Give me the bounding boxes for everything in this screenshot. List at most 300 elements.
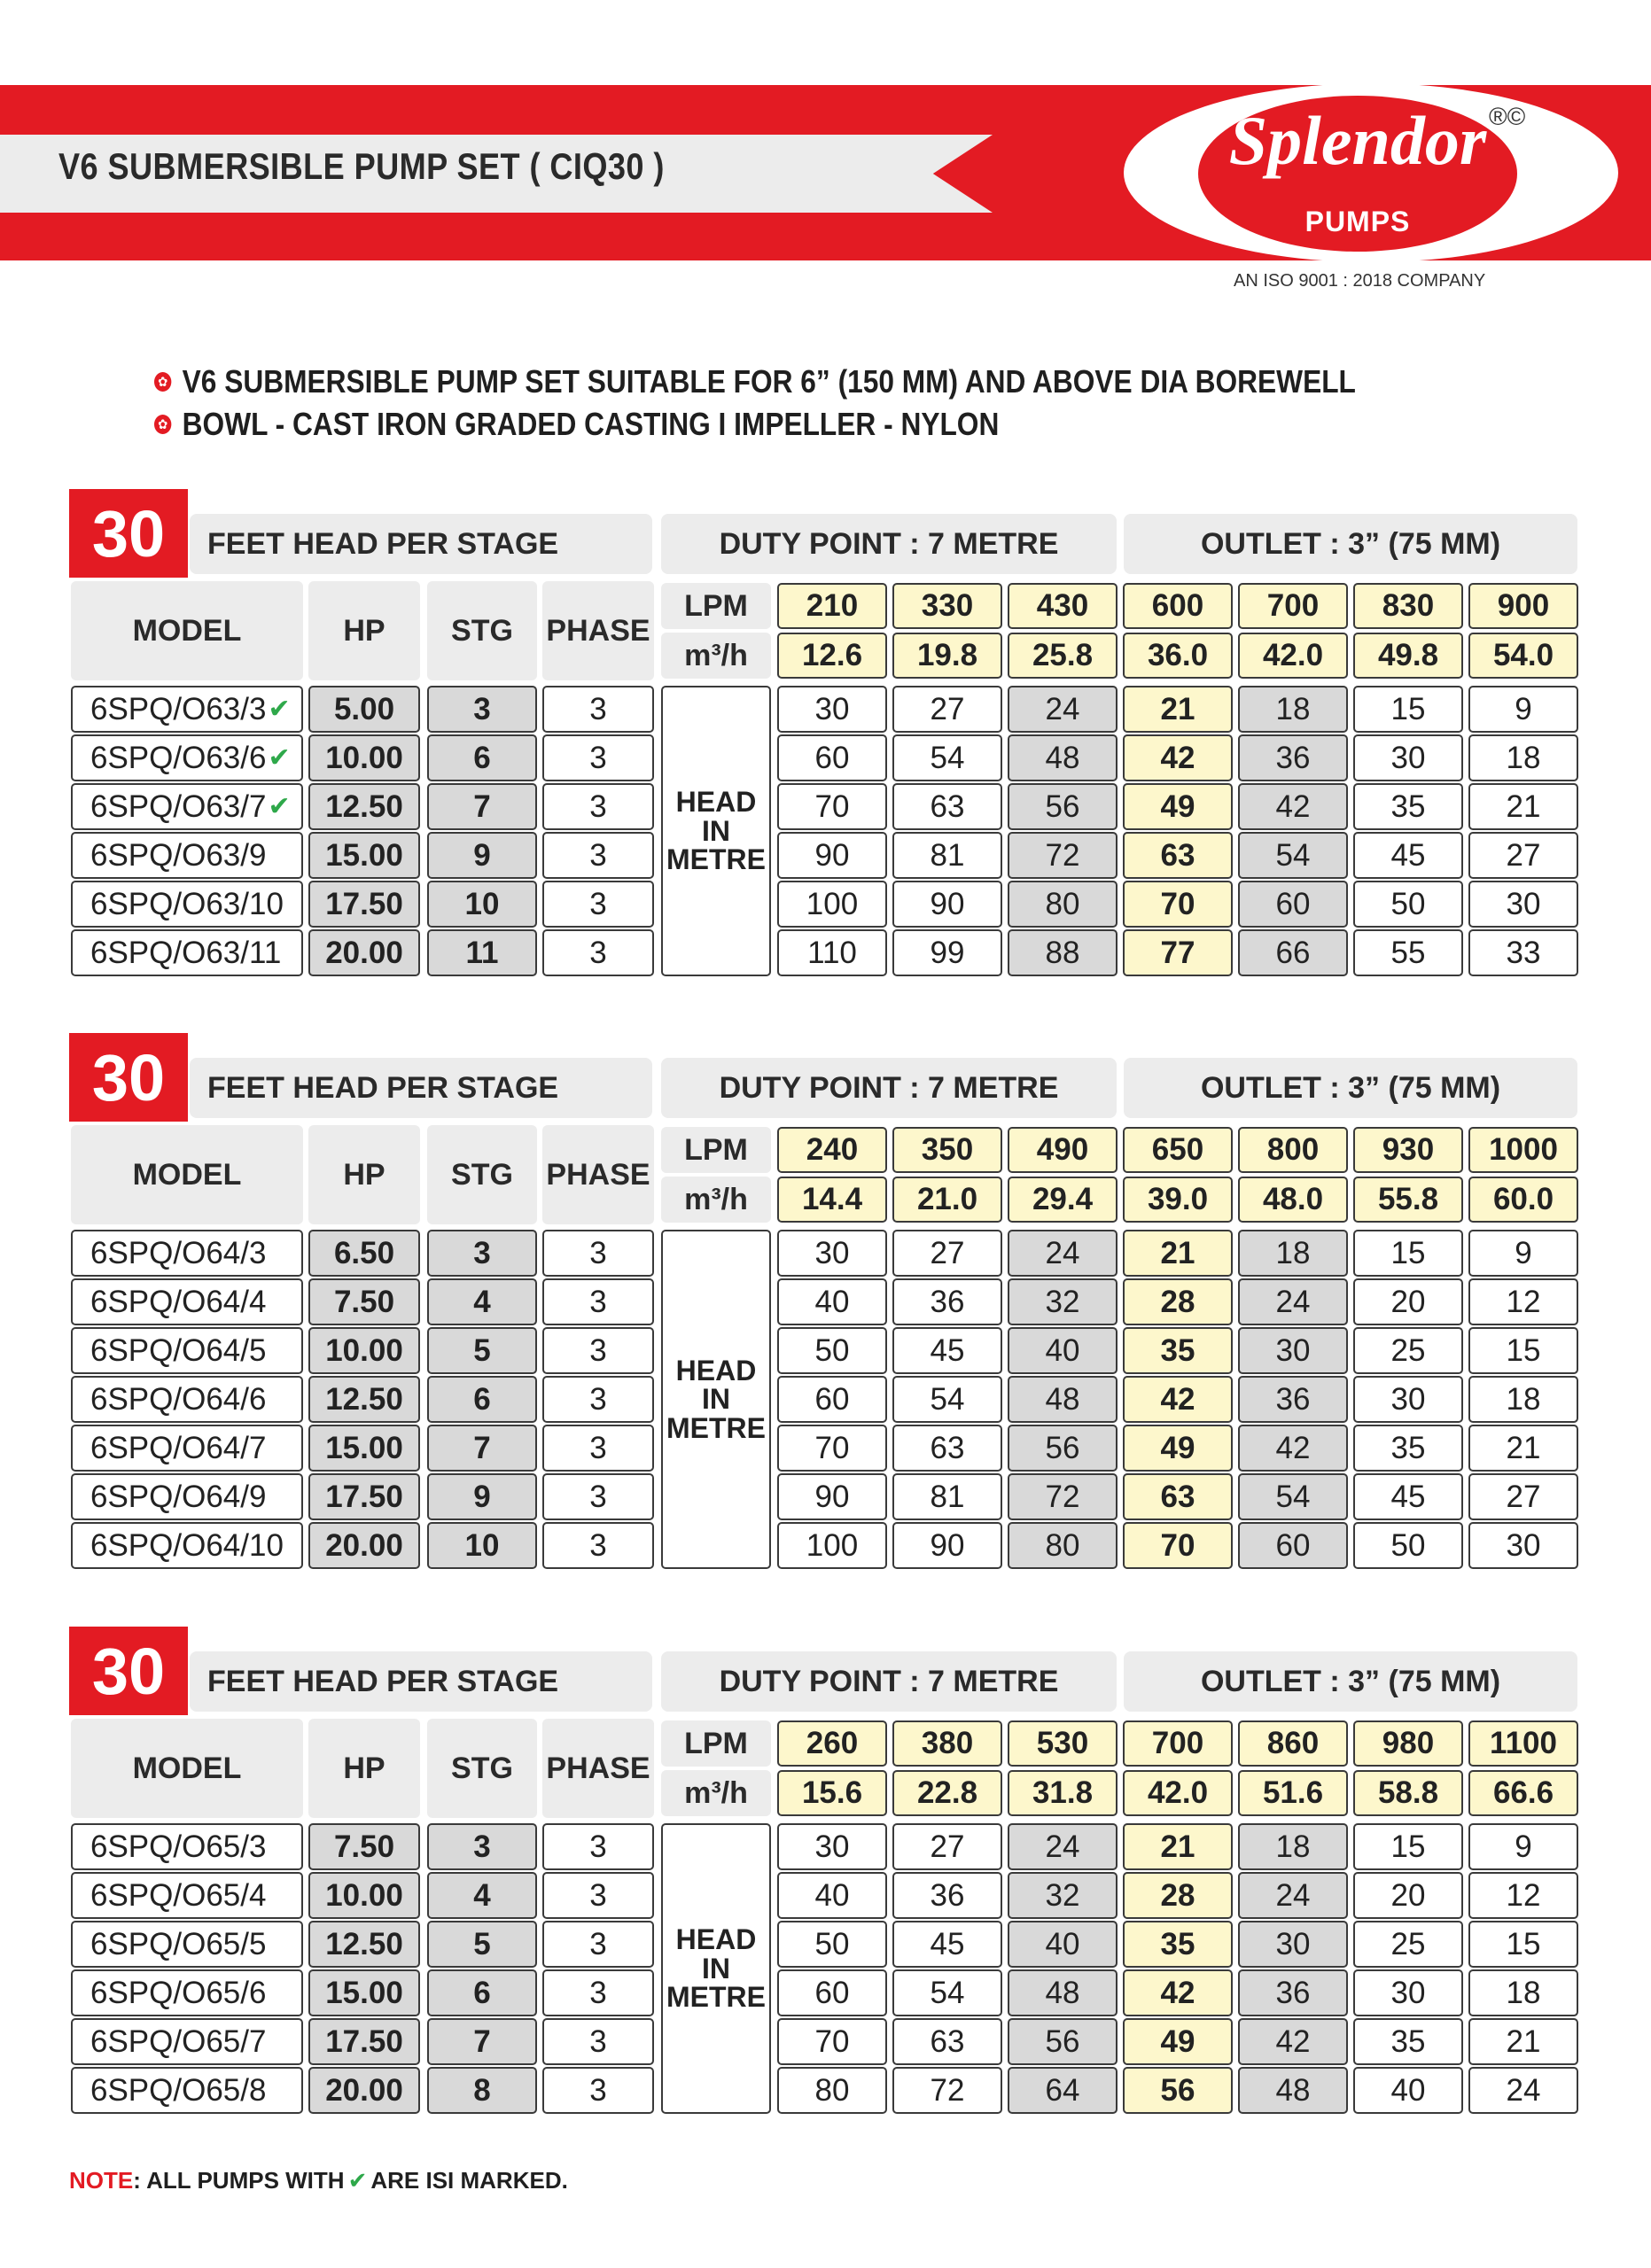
check-icon: ✔ — [347, 2167, 368, 2194]
model-cell — [71, 1921, 303, 1968]
m3h-value: 55.8 — [1353, 1177, 1463, 1223]
hp-cell: 20.00 — [308, 929, 420, 976]
duty-point-label — [661, 514, 1117, 574]
head-in-metre-label — [661, 1823, 771, 2114]
lpm-value: 330 — [892, 583, 1002, 629]
stg-cell: 7 — [427, 1425, 537, 1472]
head-value-cell: 72 — [1008, 1473, 1118, 1520]
head-value-cell: 70 — [1123, 881, 1233, 928]
m3h-value: 48.0 — [1238, 1177, 1348, 1223]
lpm-value: 650 — [1123, 1127, 1233, 1173]
head-value-cell: 48 — [1008, 1969, 1118, 2016]
head-value-cell: 18 — [1238, 686, 1348, 733]
head-label-line: IN — [702, 814, 730, 847]
brand-logo-text: Splendor — [1228, 102, 1487, 179]
head-value-cell: 100 — [777, 1522, 887, 1569]
m3h-value: 42.0 — [1238, 633, 1348, 679]
head-value-cell: 15 — [1468, 1921, 1578, 1968]
phase-cell: 3 — [542, 1823, 654, 1870]
head-value-cell: 45 — [892, 1921, 1002, 1968]
model-cell — [71, 929, 303, 976]
head-value-cell: 40 — [1008, 1327, 1118, 1374]
head-value-cell: 30 — [1353, 1969, 1463, 2016]
phase-cell: 3 — [542, 881, 654, 928]
model-name: 6SPQ/O64/10 — [90, 1527, 284, 1563]
head-value-cell: 30 — [777, 1823, 887, 1870]
m3h-value: 54.0 — [1468, 633, 1578, 679]
head-label-line: HEAD — [675, 1923, 757, 1956]
head-value-cell: 54 — [892, 1969, 1002, 2016]
stg-cell: 7 — [427, 2018, 537, 2065]
head-value-cell: 66 — [1238, 929, 1348, 976]
head-value-cell: 40 — [777, 1872, 887, 1919]
head-in-metre-label — [661, 1230, 771, 1569]
head-value-cell: 25 — [1353, 1921, 1463, 1968]
head-value-cell: 50 — [1353, 881, 1463, 928]
head-value-cell: 15 — [1468, 1327, 1578, 1374]
head-value-cell: 80 — [777, 2067, 887, 2114]
model-name: 6SPQ/O65/4 — [90, 1877, 267, 1913]
lpm-value: 260 — [777, 1720, 887, 1767]
outlet-text: OUTLET : 3” (75 MM) — [1200, 1664, 1501, 1698]
feet-head-text: FEET HEAD PER STAGE — [207, 1664, 559, 1698]
column-header-phase: PHASE — [542, 1719, 654, 1818]
m3h-value: 60.0 — [1468, 1177, 1578, 1223]
lpm-value: 1000 — [1468, 1127, 1578, 1173]
head-value-cell: 9 — [1468, 1823, 1578, 1870]
model-name: 6SPQ/O64/9 — [90, 1479, 267, 1514]
phase-cell: 3 — [542, 2018, 654, 2065]
m3h-value: 66.6 — [1468, 1770, 1578, 1816]
hp-cell: 10.00 — [308, 734, 420, 781]
model-name: 6SPQ/O65/6 — [90, 1975, 267, 2010]
column-header-stg: STG — [427, 1719, 537, 1818]
phase-cell: 3 — [542, 1473, 654, 1520]
head-value-cell: 25 — [1353, 1327, 1463, 1374]
m3h-value: 25.8 — [1008, 633, 1118, 679]
model-name: 6SPQ/O63/3 — [90, 691, 267, 726]
hp-cell: 15.00 — [308, 1425, 420, 1472]
lpm-value: 430 — [1008, 583, 1118, 629]
head-value-cell: 56 — [1008, 2018, 1118, 2065]
model-cell — [71, 1969, 303, 2016]
lpm-value: 1100 — [1468, 1720, 1578, 1767]
phase-cell: 3 — [542, 1872, 654, 1919]
model-name: 6SPQ/O65/3 — [90, 1829, 267, 1864]
column-header-hp: HP — [308, 1719, 420, 1818]
lpm-value: 240 — [777, 1127, 887, 1173]
head-value-cell: 60 — [777, 1376, 887, 1423]
head-value-cell: 35 — [1353, 2018, 1463, 2065]
head-label-line: METRE — [666, 843, 766, 876]
head-value-cell: 54 — [892, 1376, 1002, 1423]
hp-cell: 20.00 — [308, 2067, 420, 2114]
lpm-value: 530 — [1008, 1720, 1118, 1767]
stg-cell: 10 — [427, 1522, 537, 1569]
head-label-line: IN — [702, 1383, 730, 1416]
model-cell — [71, 2067, 303, 2114]
column-header-model: MODEL — [71, 581, 303, 680]
head-value-cell: 45 — [1353, 1473, 1463, 1520]
m3h-value: 14.4 — [777, 1177, 887, 1223]
head-value-cell: 21 — [1468, 1425, 1578, 1472]
m3h-value: 51.6 — [1238, 1770, 1348, 1816]
model-cell — [71, 881, 303, 928]
head-value-cell: 49 — [1123, 1425, 1233, 1472]
stg-cell: 8 — [427, 2067, 537, 2114]
head-value-cell: 18 — [1468, 1376, 1578, 1423]
column-header-lpm: LPM — [661, 1127, 771, 1173]
duty-point-text: DUTY POINT : 7 METRE — [719, 1664, 1059, 1698]
head-label-line: HEAD — [675, 1354, 757, 1386]
model-name: 6SPQ/O65/8 — [90, 2072, 267, 2108]
head-value-cell: 9 — [1468, 1230, 1578, 1277]
model-cell — [71, 832, 303, 879]
head-value-cell: 21 — [1123, 1823, 1233, 1870]
m3h-value: 21.0 — [892, 1177, 1002, 1223]
model-name: 6SPQ/O64/6 — [90, 1381, 267, 1417]
phase-cell: 3 — [542, 2067, 654, 2114]
stg-cell: 9 — [427, 832, 537, 879]
head-value-cell: 100 — [777, 881, 887, 928]
hp-cell: 12.50 — [308, 1376, 420, 1423]
stage-badge: 30 — [69, 1627, 188, 1715]
lpm-value: 700 — [1123, 1720, 1233, 1767]
head-value-cell: 21 — [1468, 2018, 1578, 2065]
duty-point-text: DUTY POINT : 7 METRE — [719, 526, 1059, 561]
model-name: 6SPQ/O63/6 — [90, 740, 267, 775]
head-value-cell: 72 — [1008, 832, 1118, 879]
phase-cell: 3 — [542, 1522, 654, 1569]
outlet-label — [1124, 1651, 1577, 1712]
head-value-cell: 21 — [1123, 686, 1233, 733]
head-value-cell: 27 — [892, 1230, 1002, 1277]
hp-cell: 17.50 — [308, 1473, 420, 1520]
head-value-cell: 49 — [1123, 2018, 1233, 2065]
head-value-cell: 27 — [1468, 1473, 1578, 1520]
head-value-cell: 18 — [1238, 1823, 1348, 1870]
head-label-line: IN — [702, 1952, 730, 1984]
head-value-cell: 63 — [1123, 832, 1233, 879]
head-value-cell: 42 — [1123, 1969, 1233, 2016]
head-value-cell: 70 — [777, 1425, 887, 1472]
hp-cell: 15.00 — [308, 832, 420, 879]
phase-cell: 3 — [542, 1921, 654, 1968]
model-name: 6SPQ/O63/7 — [90, 788, 267, 824]
m3h-value: 31.8 — [1008, 1770, 1118, 1816]
lpm-value: 700 — [1238, 583, 1348, 629]
model-name: 6SPQ/O64/3 — [90, 1235, 267, 1270]
lpm-value: 380 — [892, 1720, 1002, 1767]
feet-head-text: FEET HEAD PER STAGE — [207, 1070, 559, 1105]
phase-cell: 3 — [542, 734, 654, 781]
head-value-cell: 30 — [1353, 1376, 1463, 1423]
head-value-cell: 15 — [1353, 1823, 1463, 1870]
head-value-cell: 20 — [1353, 1872, 1463, 1919]
phase-cell: 3 — [542, 686, 654, 733]
head-value-cell: 24 — [1008, 1823, 1118, 1870]
stg-cell: 3 — [427, 1230, 537, 1277]
head-value-cell: 18 — [1468, 734, 1578, 781]
column-header-phase: PHASE — [542, 1125, 654, 1224]
head-value-cell: 30 — [1468, 1522, 1578, 1569]
bullet-icon: ✿ — [154, 415, 171, 434]
column-header-m3h: m³/h — [661, 1177, 771, 1223]
stage-badge: 30 — [69, 489, 188, 578]
lpm-value: 600 — [1123, 583, 1233, 629]
head-value-cell: 49 — [1123, 783, 1233, 830]
phase-cell: 3 — [542, 1327, 654, 1374]
model-name: 6SPQ/O64/4 — [90, 1284, 267, 1319]
head-value-cell: 88 — [1008, 929, 1118, 976]
head-value-cell: 77 — [1123, 929, 1233, 976]
head-value-cell: 36 — [1238, 1969, 1348, 2016]
head-value-cell: 27 — [1468, 832, 1578, 879]
hp-cell: 6.50 — [308, 1230, 420, 1277]
column-header-stg: STG — [427, 581, 537, 680]
head-value-cell: 63 — [892, 1425, 1002, 1472]
head-value-cell: 24 — [1468, 2067, 1578, 2114]
page-title: V6 SUBMERSIBLE PUMP SET ( CIQ30 ) — [58, 145, 665, 187]
feature-text: V6 SUBMERSIBLE PUMP SET SUITABLE FOR 6” (150 MM) AND ABOVE DIA BOREWELL — [182, 363, 1356, 400]
stg-cell: 3 — [427, 686, 537, 733]
phase-cell: 3 — [542, 783, 654, 830]
head-value-cell: 36 — [1238, 1376, 1348, 1423]
hp-cell: 7.50 — [308, 1823, 420, 1870]
m3h-value: 15.6 — [777, 1770, 887, 1816]
isi-check-icon: ✔ — [268, 743, 291, 773]
model-cell — [71, 1376, 303, 1423]
isi-check-icon: ✔ — [268, 695, 291, 724]
stg-cell: 10 — [427, 881, 537, 928]
model-cell — [71, 1425, 303, 1472]
lpm-value: 860 — [1238, 1720, 1348, 1767]
hp-cell: 15.00 — [308, 1969, 420, 2016]
m3h-value: 19.8 — [892, 633, 1002, 679]
column-header-model: MODEL — [71, 1125, 303, 1224]
hp-cell: 17.50 — [308, 881, 420, 928]
head-value-cell: 36 — [892, 1278, 1002, 1325]
model-cell — [71, 1872, 303, 1919]
head-value-cell: 54 — [1238, 1473, 1348, 1520]
model-name: 6SPQ/O63/10 — [90, 886, 284, 921]
head-in-metre-label — [661, 686, 771, 976]
head-value-cell: 81 — [892, 1473, 1002, 1520]
model-cell — [71, 1473, 303, 1520]
head-value-cell: 27 — [892, 1823, 1002, 1870]
model-name: 6SPQ/O63/11 — [90, 935, 282, 970]
head-value-cell: 28 — [1123, 1872, 1233, 1919]
head-value-cell: 32 — [1008, 1278, 1118, 1325]
head-value-cell: 42 — [1238, 783, 1348, 830]
head-value-cell: 30 — [777, 1230, 887, 1277]
note-text: : ALL PUMPS WITH — [133, 2167, 345, 2194]
head-value-cell: 42 — [1123, 734, 1233, 781]
head-value-cell: 60 — [1238, 1522, 1348, 1569]
stg-cell: 3 — [427, 1823, 537, 1870]
lpm-value: 900 — [1468, 583, 1578, 629]
feature-text: BOWL - CAST IRON GRADED CASTING I IMPELLER - NYLON — [182, 406, 1000, 442]
head-value-cell: 30 — [1238, 1327, 1348, 1374]
stg-cell: 11 — [427, 929, 537, 976]
outlet-text: OUTLET : 3” (75 MM) — [1200, 526, 1501, 561]
head-value-cell: 80 — [1008, 1522, 1118, 1569]
head-value-cell: 28 — [1123, 1278, 1233, 1325]
model-name: 6SPQ/O64/5 — [90, 1332, 267, 1368]
head-value-cell: 20 — [1353, 1278, 1463, 1325]
phase-cell: 3 — [542, 1425, 654, 1472]
phase-cell: 3 — [542, 832, 654, 879]
head-value-cell: 24 — [1008, 686, 1118, 733]
stg-cell: 5 — [427, 1921, 537, 1968]
column-header-m3h: m³/h — [661, 633, 771, 679]
head-value-cell: 63 — [892, 2018, 1002, 2065]
head-value-cell: 21 — [1123, 1230, 1233, 1277]
phase-cell: 3 — [542, 1278, 654, 1325]
brand-logo-subtitle: PUMPS — [1304, 206, 1411, 237]
head-value-cell: 35 — [1123, 1921, 1233, 1968]
model-name: 6SPQ/O65/7 — [90, 2023, 267, 2059]
feet-head-label — [190, 1651, 652, 1712]
head-value-cell: 56 — [1123, 2067, 1233, 2114]
feet-head-text: FEET HEAD PER STAGE — [207, 526, 559, 561]
head-value-cell: 110 — [777, 929, 887, 976]
m3h-value: 39.0 — [1123, 1177, 1233, 1223]
head-value-cell: 56 — [1008, 783, 1118, 830]
model-cell — [71, 783, 303, 830]
head-value-cell: 99 — [892, 929, 1002, 976]
head-value-cell: 90 — [892, 881, 1002, 928]
column-header-lpm: LPM — [661, 1720, 771, 1767]
head-value-cell: 30 — [1238, 1921, 1348, 1968]
head-value-cell: 60 — [777, 734, 887, 781]
head-value-cell: 50 — [777, 1921, 887, 1968]
model-cell — [71, 1327, 303, 1374]
lpm-value: 930 — [1353, 1127, 1463, 1173]
isi-check-icon: ✔ — [268, 792, 291, 821]
hp-cell: 12.50 — [308, 783, 420, 830]
column-header-m3h: m³/h — [661, 1770, 771, 1816]
head-value-cell: 70 — [777, 2018, 887, 2065]
head-value-cell: 42 — [1238, 2018, 1348, 2065]
head-value-cell: 54 — [892, 734, 1002, 781]
m3h-value: 58.8 — [1353, 1770, 1463, 1816]
hp-cell: 7.50 — [308, 1278, 420, 1325]
m3h-value: 12.6 — [777, 633, 887, 679]
column-header-hp: HP — [308, 1125, 420, 1224]
feet-head-label — [190, 514, 652, 574]
head-value-cell: 45 — [1353, 832, 1463, 879]
column-header-hp: HP — [308, 581, 420, 680]
note-prefix: NOTE — [69, 2167, 134, 2194]
phase-cell: 3 — [542, 1230, 654, 1277]
hp-cell: 10.00 — [308, 1872, 420, 1919]
stg-cell: 4 — [427, 1278, 537, 1325]
head-value-cell: 35 — [1353, 1425, 1463, 1472]
stg-cell: 6 — [427, 1376, 537, 1423]
head-value-cell: 18 — [1238, 1230, 1348, 1277]
head-value-cell: 24 — [1238, 1872, 1348, 1919]
duty-point-text: DUTY POINT : 7 METRE — [719, 1070, 1059, 1105]
stg-cell: 4 — [427, 1872, 537, 1919]
lpm-value: 490 — [1008, 1127, 1118, 1173]
hp-cell: 5.00 — [308, 686, 420, 733]
head-value-cell: 81 — [892, 832, 1002, 879]
model-cell — [71, 2018, 303, 2065]
outlet-label — [1124, 514, 1577, 574]
model-cell — [71, 1522, 303, 1569]
model-cell — [71, 734, 303, 781]
head-value-cell: 12 — [1468, 1278, 1578, 1325]
head-value-cell: 54 — [1238, 832, 1348, 879]
model-cell — [71, 1823, 303, 1870]
stg-cell: 6 — [427, 1969, 537, 2016]
head-value-cell: 48 — [1238, 2067, 1348, 2114]
head-label-line: METRE — [666, 1411, 766, 1444]
head-value-cell: 30 — [1353, 734, 1463, 781]
head-value-cell: 60 — [777, 1969, 887, 2016]
head-value-cell: 42 — [1123, 1376, 1233, 1423]
lpm-value: 350 — [892, 1127, 1002, 1173]
head-value-cell: 63 — [1123, 1473, 1233, 1520]
lpm-value: 210 — [777, 583, 887, 629]
m3h-value: 42.0 — [1123, 1770, 1233, 1816]
head-value-cell: 56 — [1008, 1425, 1118, 1472]
note-text-end: ARE ISI MARKED. — [370, 2167, 568, 2194]
head-value-cell: 36 — [892, 1872, 1002, 1919]
phase-cell: 3 — [542, 1376, 654, 1423]
lpm-value: 800 — [1238, 1127, 1348, 1173]
head-value-cell: 64 — [1008, 2067, 1118, 2114]
head-value-cell: 70 — [777, 783, 887, 830]
model-name: 6SPQ/O64/7 — [90, 1430, 267, 1465]
model-name: 6SPQ/O63/9 — [90, 837, 267, 873]
registered-mark: ®© — [1489, 103, 1526, 130]
head-value-cell: 18 — [1468, 1969, 1578, 2016]
head-value-cell: 50 — [1353, 1522, 1463, 1569]
iso-certification: AN ISO 9001 : 2018 COMPANY — [1234, 271, 1486, 291]
feature-bullet — [154, 406, 999, 443]
hp-cell: 20.00 — [308, 1522, 420, 1569]
head-value-cell: 32 — [1008, 1872, 1118, 1919]
stg-cell: 9 — [427, 1473, 537, 1520]
head-value-cell: 35 — [1123, 1327, 1233, 1374]
head-value-cell: 15 — [1353, 686, 1463, 733]
duty-point-label — [661, 1651, 1117, 1712]
head-value-cell: 40 — [1353, 2067, 1463, 2114]
stg-cell: 5 — [427, 1327, 537, 1374]
footnote — [69, 2167, 568, 2194]
head-value-cell: 60 — [1238, 881, 1348, 928]
head-value-cell: 48 — [1008, 734, 1118, 781]
model-name: 6SPQ/O65/5 — [90, 1926, 267, 1961]
m3h-value: 36.0 — [1123, 633, 1233, 679]
lpm-value: 980 — [1353, 1720, 1463, 1767]
stg-cell: 7 — [427, 783, 537, 830]
head-value-cell: 12 — [1468, 1872, 1578, 1919]
model-cell — [71, 1230, 303, 1277]
head-value-cell: 90 — [777, 1473, 887, 1520]
head-value-cell: 55 — [1353, 929, 1463, 976]
head-label-line: HEAD — [675, 786, 757, 819]
head-value-cell: 90 — [892, 1522, 1002, 1569]
head-label-line: METRE — [666, 1981, 766, 2014]
head-value-cell: 40 — [777, 1278, 887, 1325]
head-value-cell: 30 — [1468, 881, 1578, 928]
hp-cell: 17.50 — [308, 2018, 420, 2065]
head-value-cell: 27 — [892, 686, 1002, 733]
head-value-cell: 35 — [1353, 783, 1463, 830]
